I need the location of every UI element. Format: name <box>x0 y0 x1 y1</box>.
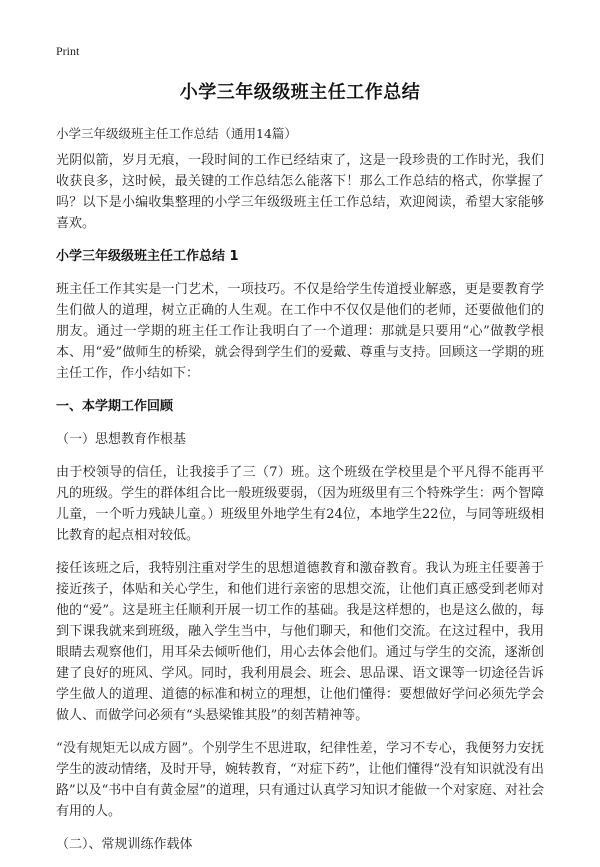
section-heading-1: 小学三年级级班主任工作总结 1 <box>56 249 239 264</box>
page-title: 小学三年级级班主任工作总结 <box>179 82 421 103</box>
part1-subheading-2: （二）、常规训练作载体 <box>56 837 193 852</box>
part1-subheading-1: （一）思想教育作根基 <box>56 432 187 447</box>
part1-paragraph-1: 由于校领导的信任，让我接手了三（7）班。这个班级在学校里是个平凡得不能再平凡的班级。学生的群体组合比一般班级要弱，（因为班级里有三个特殊学生：两个智障儿童，一个听力残缺儿童。）班级里外地学生有24位，本地学生22位，与同等班级相比教育的起点相对较低。 <box>56 465 544 543</box>
part1-paragraph-3: “没有规矩无以成方圆”。个别学生不思进取，纪律性差，学习不专心，我便努力安抚学生的波动情绪，及时开导，婉转教育，“对症下药”，让他们懂得“没有知识就没有出路”以及“书中自有黄金屋”的道理，只有通过认真学习知识才能做一个对家庭、对社会有用的人。 <box>56 741 544 819</box>
section1-paragraph: 班主任工作其实是一门艺术，一项技巧。不仅是给学生传道授业解惑，更是要教育学生们做人的道理，树立正确的人生观。在工作中不仅仅是他们的老师，还要做他们的朋友。通过一学期的班主任工作让我明白了一个道理：那就是只要用“心”做教学根本、用“爱”做师生的桥梁，就会得到学生们的爱戴、尊重与支持。回顾这一学期的班主任工作，作小结如下： <box>56 282 544 381</box>
part1-heading: 一、本学期工作回顾 <box>56 399 174 414</box>
print-label[interactable]: Print <box>56 44 80 58</box>
subtitle: 小学三年级级班主任工作总结（通用14篇） <box>56 126 297 141</box>
intro-paragraph: 光阴似箭，岁月无痕，一段时间的工作已经结束了，这是一段珍贵的工作时光，我们收获良多，这时候，最关键的工作总结怎么能落下！那么工作总结的格式，你掌握了吗？以下是小编收集整理的小学三年级级班主任工作总结，欢迎阅读，希望大家能够喜欢。 <box>56 153 544 231</box>
part1-paragraph-2: 接任该班之后，我特别注重对学生的思想道德教育和激奋教育。我认为班主任要善于接近孩子，体贴和关心学生，和他们进行亲密的思想交流，让他们真正感受到老师对他的“爱”。这是班主任顺利开展一切工作的基础。我是这样想的，也是这么做的，每到下课我就来到班级，融入学生当中，与他们聊天，和他们交流。在这过程中，我用眼睛去观察他们，用耳朵去倾听他们，用心去体会他们。通过与学生的交流，逐渐创建了良好的班风、学风。同时，我利用晨会、班会、思品课、语文课等一切途径告诉学生做人的道理、道德的标准和树立的理想，让他们懂得：要想做好学问必须先学会做人、而做学问必须有“头悬梁锥其股”的刻苦精神等。 <box>56 561 544 723</box>
document-body <box>56 150 544 867</box>
